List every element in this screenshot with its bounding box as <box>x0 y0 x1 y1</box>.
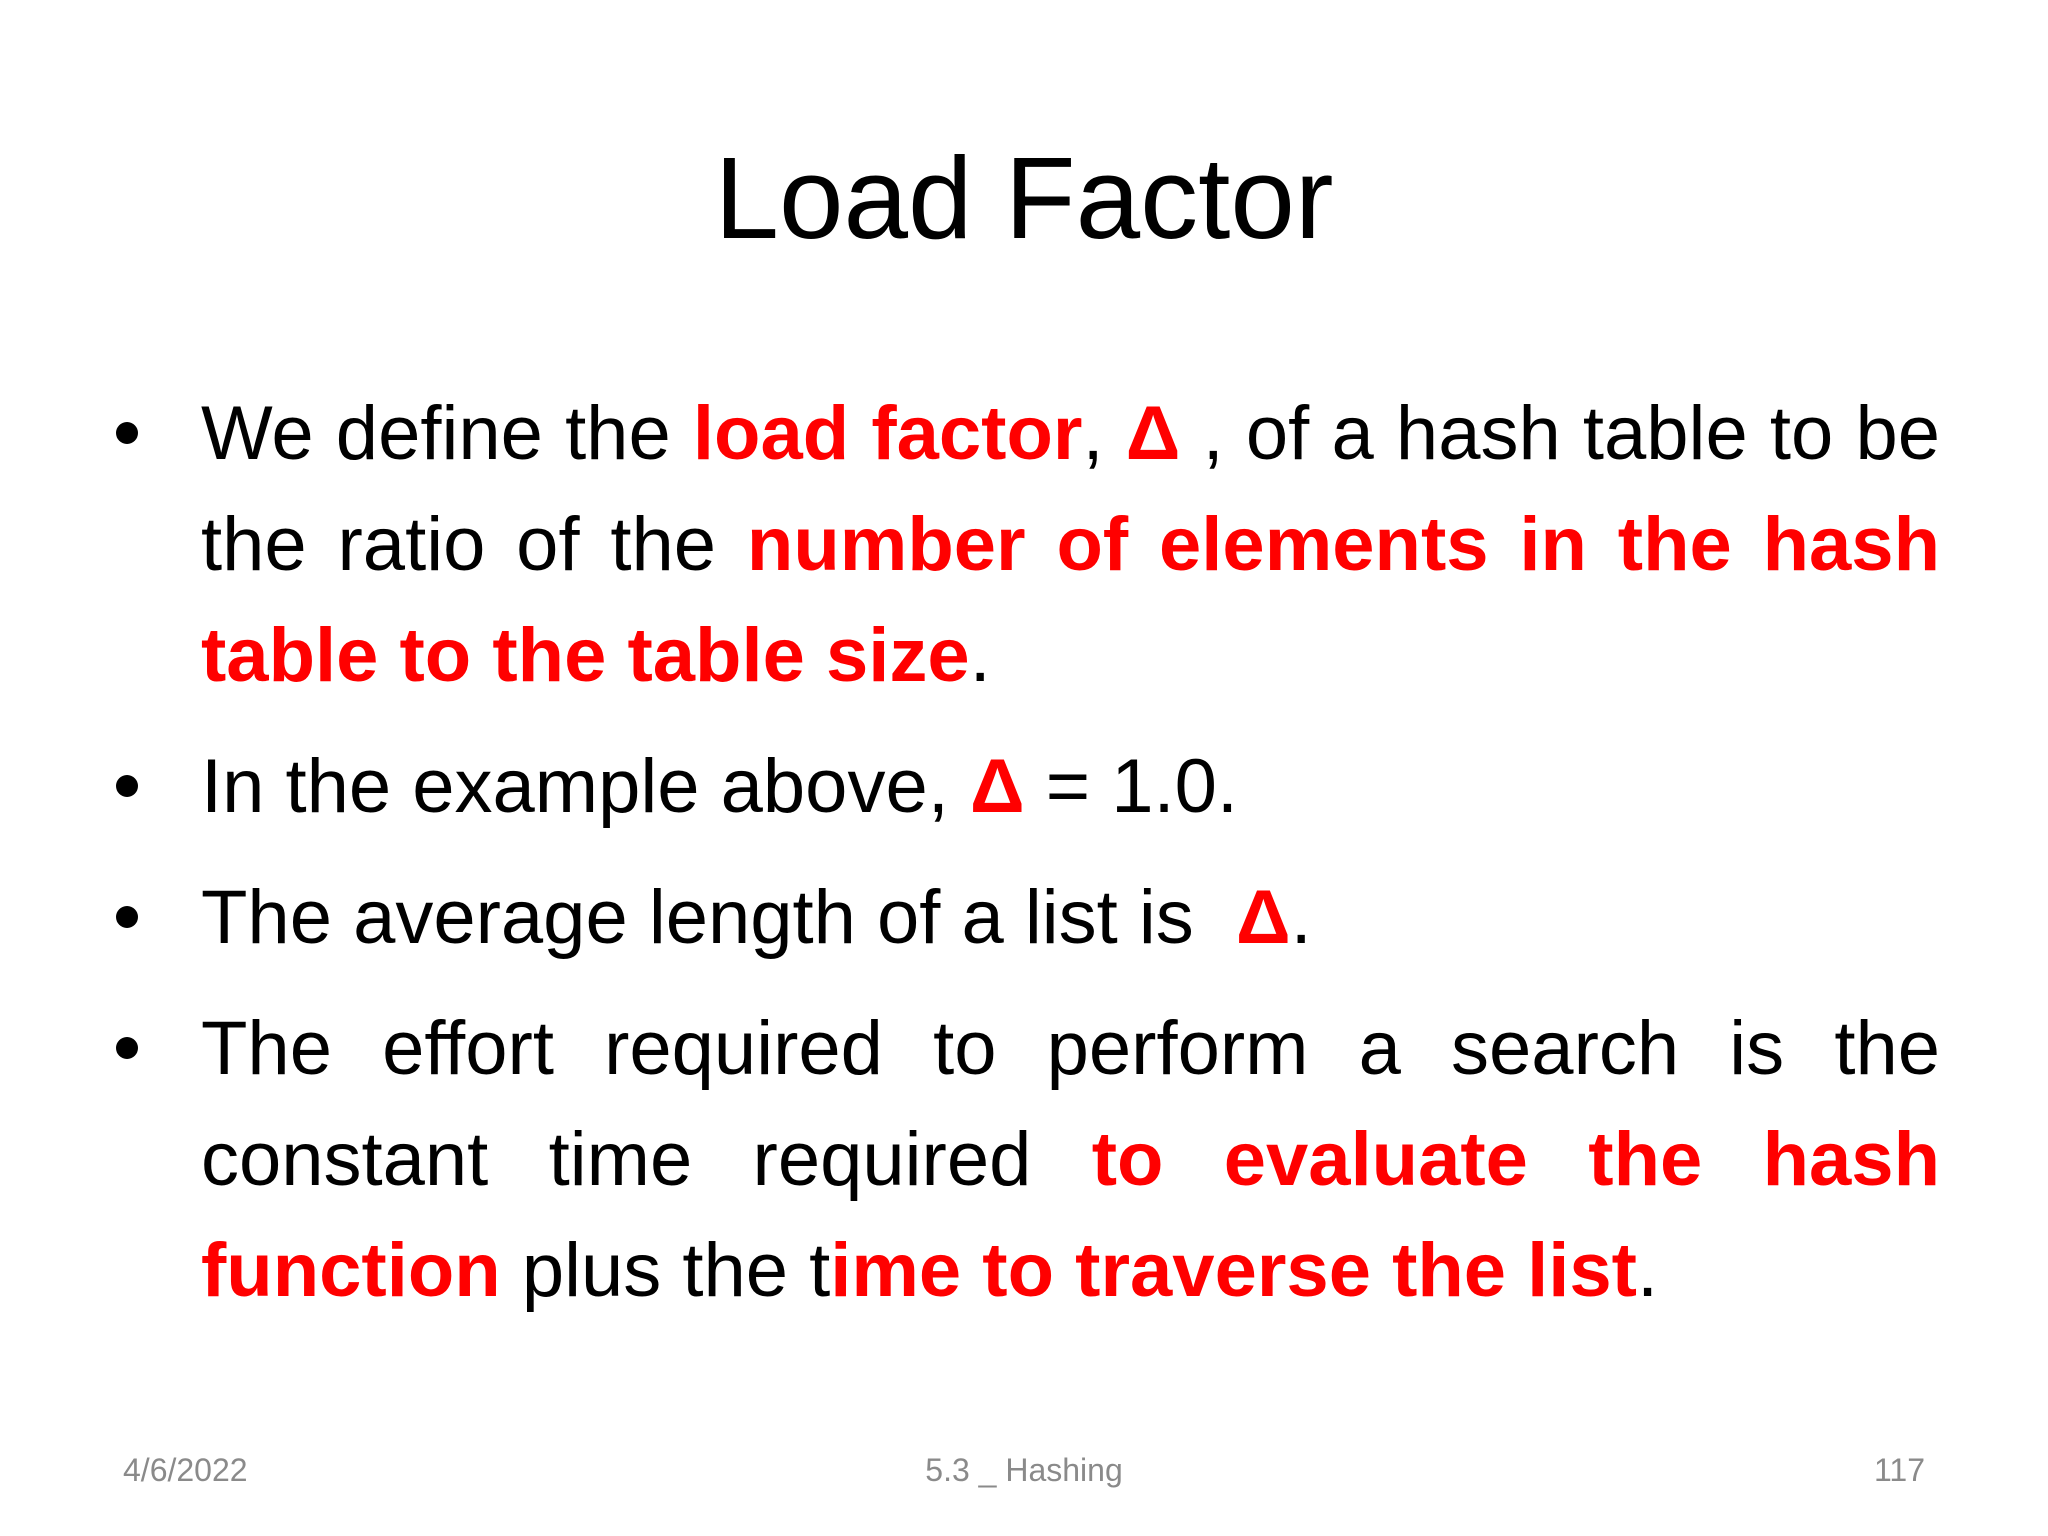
footer-date: 4/6/2022 <box>123 1452 248 1488</box>
bullet-item <box>110 378 1940 711</box>
bullet-list <box>110 378 1940 1346</box>
bullet-segment: , of a hash table to be the ratio of the <box>201 391 1941 587</box>
delta-symbol: Δ <box>969 744 1025 829</box>
slide-title: Load Factor <box>714 133 1334 263</box>
highlighted-term: load factor <box>692 391 1083 476</box>
bullet-dot-icon <box>116 906 138 928</box>
bullet-item <box>110 862 1940 973</box>
bullet-segment: The effort required to perform a search is the constant time required <box>201 1006 1940 1202</box>
footer-section: 5.3 _ Hashing <box>925 1452 1123 1488</box>
bullet-item <box>110 731 1940 842</box>
bullet-dot-icon <box>116 775 138 797</box>
bullet-segment: . <box>1290 875 1312 960</box>
bullet-segment: In the example above, <box>201 744 970 829</box>
delta-symbol: Δ <box>1125 391 1181 476</box>
bullet-dot-icon <box>116 422 138 444</box>
bullet-segment: We define the <box>201 391 693 476</box>
bullet-item <box>110 993 1940 1326</box>
bullet-segment: plus the t <box>500 1228 831 1313</box>
highlighted-term: ime to traverse the list <box>830 1228 1637 1313</box>
highlighted-term: number of elements in the hash table to the table size <box>201 502 1940 698</box>
bullet-segment: , <box>1082 391 1126 476</box>
bullet-segment: = 1.0. <box>1024 744 1238 829</box>
bullet-segment: . <box>1637 1228 1659 1313</box>
delta-symbol: Δ <box>1236 875 1291 960</box>
bullet-dot-icon <box>116 1037 138 1059</box>
bullet-segment: The average length of a list is <box>201 875 1237 960</box>
bullet-segment: . <box>969 613 991 698</box>
footer-page-number: 117 <box>1873 1452 1925 1488</box>
highlighted-term: to evaluate the hash function <box>201 1117 1940 1313</box>
